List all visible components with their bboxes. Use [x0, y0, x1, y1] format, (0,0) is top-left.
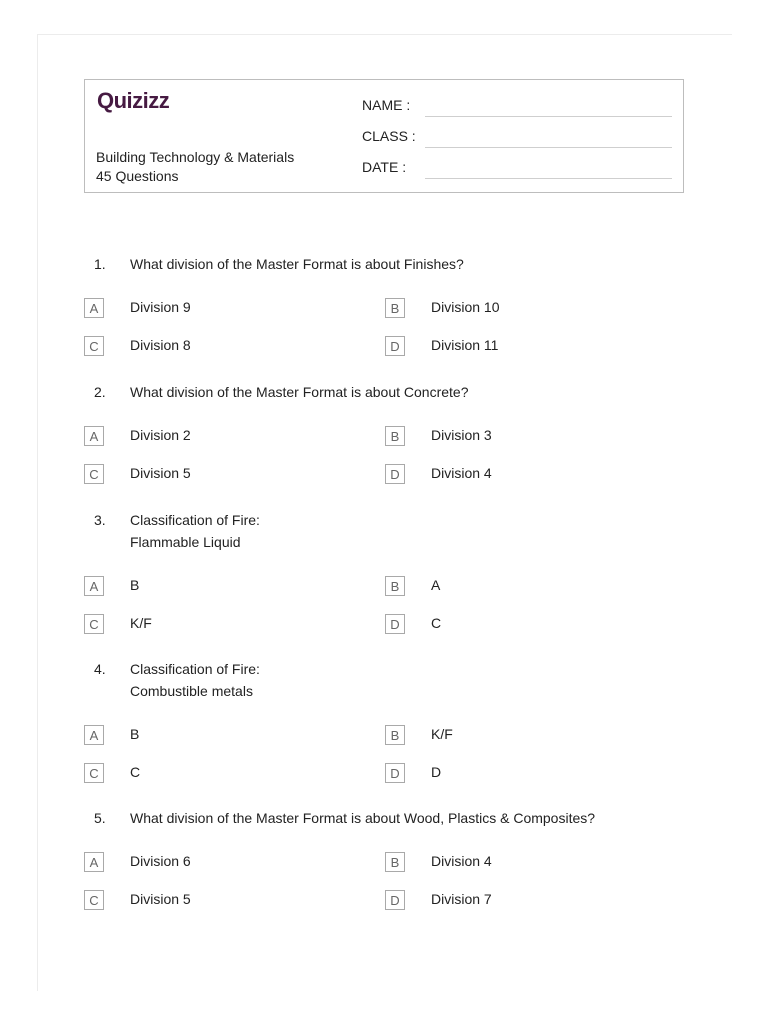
option-letter-box: C	[84, 763, 104, 783]
worksheet-header	[84, 79, 684, 193]
option-text: Division 4	[431, 465, 492, 481]
date-field[interactable]	[362, 159, 672, 179]
question-text: What division of the Master Format is about Finishes?	[130, 256, 464, 272]
option-text: Division 7	[431, 891, 492, 907]
option-text: Division 5	[130, 465, 191, 481]
option-letter-box: C	[84, 890, 104, 910]
option-text: B	[130, 577, 140, 593]
option-text: C	[431, 615, 442, 631]
name-field[interactable]	[362, 97, 672, 117]
option-letter-box: D	[385, 336, 405, 356]
option-letter-box: D	[385, 464, 405, 484]
option-letter-box: D	[385, 614, 405, 634]
option-text: Division 4	[431, 853, 492, 869]
option-letter-box: A	[84, 426, 104, 446]
option-text: D	[431, 764, 442, 780]
option-letter-box: B	[385, 725, 405, 745]
option-letter-box: D	[385, 890, 405, 910]
option-letter-box: C	[84, 464, 104, 484]
question-count: 45 Questions	[96, 168, 179, 184]
option-text: K/F	[431, 726, 453, 742]
question-number: 2.	[94, 384, 106, 400]
option-text: C	[130, 764, 141, 780]
option-text: Division 5	[130, 891, 191, 907]
option-text: Division 9	[130, 299, 191, 315]
option-text: Division 11	[431, 337, 499, 353]
class-field[interactable]	[362, 128, 672, 148]
option-letter-box: B	[385, 298, 405, 318]
question-text-line-1: Classification of Fire:	[130, 661, 260, 677]
option-letter-box: C	[84, 614, 104, 634]
option-letter-box: C	[84, 336, 104, 356]
option-letter-box: A	[84, 852, 104, 872]
option-letter-box: B	[385, 426, 405, 446]
name-label: NAME :	[362, 97, 411, 113]
question-number: 5.	[94, 810, 106, 826]
option-letter-box: D	[385, 763, 405, 783]
quiz-title: Building Technology & Materials	[96, 149, 295, 165]
option-text: Division 2	[130, 427, 191, 443]
option-letter-box: A	[84, 298, 104, 318]
option-text: A	[431, 577, 441, 593]
question-text: What division of the Master Format is about Wood, Plastics & Composites?	[130, 810, 596, 826]
date-line[interactable]	[425, 178, 672, 179]
class-line[interactable]	[425, 147, 672, 148]
option-text: K/F	[130, 615, 152, 631]
question-text-line-2: Combustible metals	[130, 683, 253, 699]
question-text-line-2: Flammable Liquid	[130, 534, 241, 550]
option-text: Division 8	[130, 337, 191, 353]
option-text: Division 6	[130, 853, 191, 869]
option-text: B	[130, 726, 140, 742]
option-text: Division 10	[431, 299, 500, 315]
option-letter-box: A	[84, 725, 104, 745]
option-letter-box: A	[84, 576, 104, 596]
question-number: 3.	[94, 512, 106, 528]
quizizz-logo: Quizizz	[97, 88, 170, 113]
class-label: CLASS :	[362, 128, 416, 144]
question-number: 1.	[94, 256, 106, 272]
question-number: 4.	[94, 661, 106, 677]
question-text: What division of the Master Format is about Concrete?	[130, 384, 469, 400]
option-letter-box: B	[385, 576, 405, 596]
name-line[interactable]	[425, 116, 672, 117]
date-label: DATE :	[362, 159, 407, 175]
option-letter-box: B	[385, 852, 405, 872]
question-text-line-1: Classification of Fire:	[130, 512, 260, 528]
option-text: Division 3	[431, 427, 492, 443]
